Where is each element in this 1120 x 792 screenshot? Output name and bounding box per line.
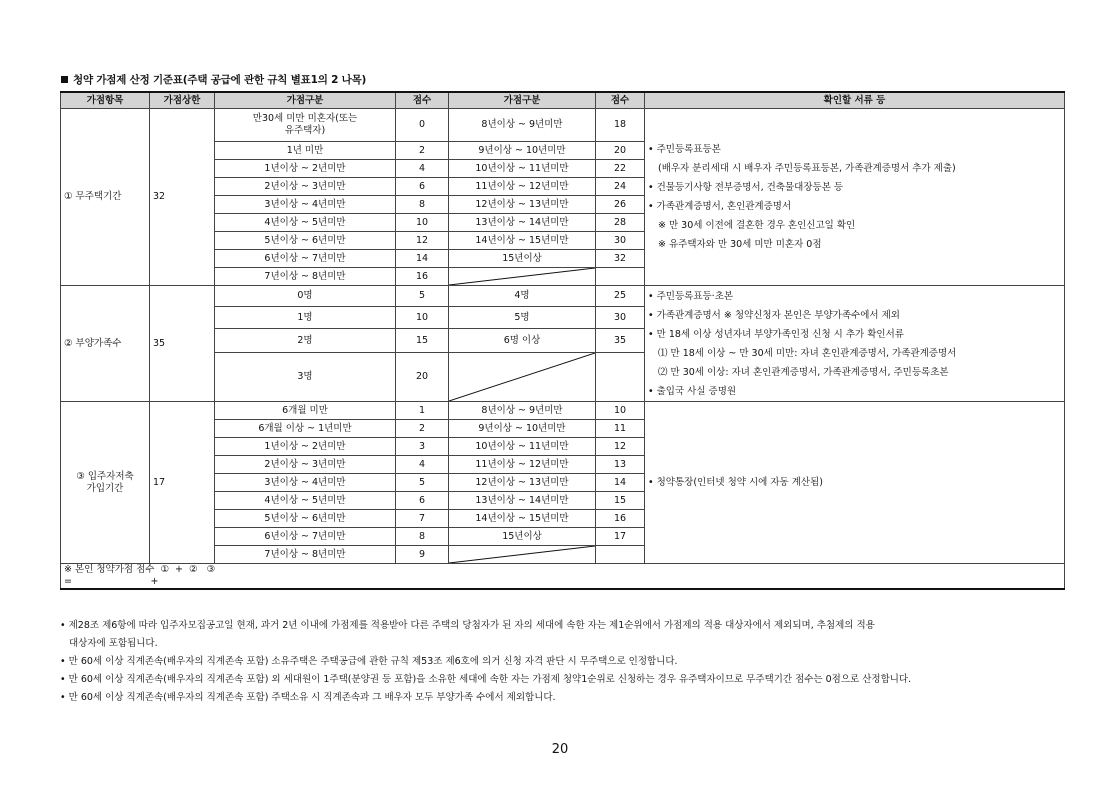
range-score: 20 [596,142,645,160]
required-documents [645,402,1065,564]
range-label: 6개월 이상 ~ 1년미만 [215,420,396,438]
document-item: • 출입국 사실 증명원 [648,385,737,397]
range-score: 10 [596,402,645,420]
range-score: 16 [596,510,645,528]
range-score: 1 [396,402,449,420]
header-category: 가점항목 [61,92,150,109]
document-item: ※ 유주택자와 만 30세 미만 미혼자 0점 [658,239,822,250]
document-item: (배우자 분리세대 시 배우자 주민등록표등본, 가족관계증명서 추가 제출) [658,163,956,174]
table-row [61,286,1065,307]
empty-score-cell [596,268,645,286]
category-name: ② 부양가족수 [61,286,150,402]
footnote: • 만 60세 이상 직계존속(배우자의 직계존속 포함) 소유주택은 주택공급에 관한 규칙 제53조 제6호에 의거 신청 자격 판단 시 무주택으로 인정합니다. [60,656,678,667]
document-list [648,473,1061,492]
document-item: ⑴ 만 18세 이상 ~ 만 30세 미만: 자녀 혼인관계증명서, 가족관계증명서 [658,347,957,359]
diagonal-line [449,546,595,563]
range-label: 1년이상 ~ 2년미만 [215,438,396,456]
range-label: 2년이상 ~ 3년미만 [215,178,396,196]
range-label: 13년이상 ~ 14년미만 [449,214,596,232]
header-range-left: 가점구분 [215,92,396,109]
document-item: • 가족관계증명서 ※ 청약신청자 본인은 부양가족수에서 제외 [648,309,900,321]
range-label: 15년이상 [449,528,596,546]
range-score: 9 [396,546,449,564]
range-label: 7년이상 ~ 8년미만 [215,546,396,564]
range-score: 18 [596,109,645,142]
range-score: 14 [396,250,449,268]
range-label: 4명 [449,286,596,307]
range-label: 12년이상 ~ 13년미만 [449,196,596,214]
range-label: 4년이상 ~ 5년미만 [215,492,396,510]
square-bullet-icon [61,76,68,83]
range-score: 4 [396,456,449,474]
range-score: 30 [596,307,645,329]
header-range-right: 가점구분 [449,92,596,109]
document-item: • 가족관계증명서, 혼인관계증명서 [648,201,792,212]
formula-row [61,564,1065,589]
document-item: ⑵ 만 30세 이상: 자녀 혼인관계증명서, 가족관계증명서, 주민등록초본 [658,366,949,378]
range-label: 8년이상 ~ 9년미만 [449,402,596,420]
range-label: 만30세 미만 미혼자(또는 유주택자) [215,109,396,142]
category-max-score: 17 [150,402,215,564]
range-label: 11년이상 ~ 12년미만 [449,456,596,474]
range-label: 1년 미만 [215,142,396,160]
range-label: 10년이상 ~ 11년미만 [449,160,596,178]
range-label: 14년이상 ~ 15년미만 [449,232,596,250]
range-label: 5년이상 ~ 6년미만 [215,510,396,528]
header-documents: 확인할 서류 등 [645,92,1065,109]
range-label: 3명 [215,353,396,402]
range-label: 10년이상 ~ 11년미만 [449,438,596,456]
range-score: 17 [596,528,645,546]
footnote-continuation: 대상자에 포함됩니다. [69,638,158,649]
range-score: 2 [396,142,449,160]
empty-score-cell [596,546,645,564]
document-item: • 건물등기사항 전부증명서, 건축물대장등본 등 [648,182,844,193]
range-label: 2명 [215,329,396,353]
range-label: 8년이상 ~ 9년미만 [449,109,596,142]
table-row [61,402,1065,420]
header-max: 가점상한 [150,92,215,109]
category-max-score: 35 [150,286,215,402]
range-score: 35 [596,329,645,353]
range-score: 22 [596,160,645,178]
range-label: 6명 이상 [449,329,596,353]
range-label: 15년이상 [449,250,596,268]
empty-score-cell [596,353,645,402]
range-label: 9년이상 ~ 10년미만 [449,420,596,438]
range-label: 6개월 미만 [215,402,396,420]
range-label: 11년이상 ~ 12년미만 [449,178,596,196]
range-score: 32 [596,250,645,268]
range-score: 10 [396,214,449,232]
range-label: 13년이상 ~ 14년미만 [449,492,596,510]
footnote: • 제28조 제6항에 따라 입주자모집공고일 현재, 과거 2년 이내에 가점제를 적용받아 다른 주택의 당첨자가 된 자의 세대에 속한 자는 제1순위에서 가점제의 적용 대상자에서 제외되며, 추첨제의 적용 [60,620,875,631]
category-name: ③ 입주자저축 가입기간 [61,402,150,564]
document-list [648,287,1061,401]
document-item: ※ 만 30세 이전에 결혼한 경우 혼인신고일 확인 [658,220,856,231]
range-score: 28 [596,214,645,232]
range-score: 6 [396,492,449,510]
footnote: • 만 60세 이상 직계존속(배우자의 직계존속 포함) 외 세대원이 1주택(분양권 등 포함)을 소유한 세대에 속한 자는 가점제 청약1순위로 신청하는 경우 유주택자이므로 무주택기간 점수는 0점으로 산정합니다. [60,674,912,685]
document-item: • 만 18세 이상 성년자녀 부양가족인정 신청 시 추가 확인서류 [648,328,904,340]
footnote: • 만 60세 이상 직계존속(배우자의 직계존속 포함) 주택소유 시 직계존속과 그 배우자 모두 부양가족 수에서 제외합니다. [60,692,556,703]
range-label: 0명 [215,286,396,307]
table-title [61,72,366,87]
empty-cell-with-diagonal [449,268,596,286]
document-item: • 주민등록표등본 [648,144,721,155]
range-score: 8 [396,196,449,214]
range-label: 7년이상 ~ 8년미만 [215,268,396,286]
document-item: • 주민등록표등·초본 [648,290,734,302]
table-header-row [61,92,1065,109]
range-label: 9년이상 ~ 10년미만 [449,142,596,160]
range-score: 24 [596,178,645,196]
range-score: 0 [396,109,449,142]
document-list [648,140,1061,254]
range-score: 12 [396,232,449,250]
range-label: 12년이상 ~ 13년미만 [449,474,596,492]
range-score: 4 [396,160,449,178]
range-label: 5년이상 ~ 6년미만 [215,232,396,250]
scoring-table [60,91,1065,590]
range-score: 20 [396,353,449,402]
range-label: 1년이상 ~ 2년미만 [215,160,396,178]
range-label: 3년이상 ~ 4년미만 [215,474,396,492]
range-label: 1명 [215,307,396,329]
table-title-text: 청약 가점제 산정 기준표(주택 공급에 관한 규칙 별표1의 2 나목) [73,74,367,86]
required-documents [645,286,1065,402]
required-documents [645,109,1065,286]
range-score: 25 [596,286,645,307]
range-score: 30 [596,232,645,250]
range-score: 10 [396,307,449,329]
category-max-score: 32 [150,109,215,286]
range-score: 5 [396,286,449,307]
range-score: 16 [396,268,449,286]
empty-cell-with-diagonal [449,353,596,402]
range-label: 2년이상 ~ 3년미만 [215,456,396,474]
range-score: 6 [396,178,449,196]
diagonal-line [449,353,595,401]
range-label: 5명 [449,307,596,329]
range-score: 11 [596,420,645,438]
range-score: 15 [396,329,449,353]
table-row [61,109,1065,142]
header-score-left: 점수 [396,92,449,109]
range-score: 3 [396,438,449,456]
document-item: • 청약통장(인터넷 청약 시에 자동 계산됨) [648,477,823,488]
page-number: 20 [551,742,569,757]
header-score-right: 점수 [596,92,645,109]
diagonal-line [449,268,595,285]
range-score: 15 [596,492,645,510]
range-label: 3년이상 ~ 4년미만 [215,196,396,214]
range-score: 14 [596,474,645,492]
range-label: 4년이상 ~ 5년미만 [215,214,396,232]
empty-cell-with-diagonal [449,546,596,564]
range-label: 6년이상 ~ 7년미만 [215,250,396,268]
range-score: 2 [396,420,449,438]
range-score: 26 [596,196,645,214]
range-score: 5 [396,474,449,492]
footnotes [60,617,1070,707]
range-score: 7 [396,510,449,528]
range-label: 6년이상 ~ 7년미만 [215,528,396,546]
category-name: ① 무주택기간 [61,109,150,286]
range-score: 13 [596,456,645,474]
score-formula: ※ 본인 청약가점 점수 ① + ② ③ = + [61,564,1065,589]
range-label: 14년이상 ~ 15년미만 [449,510,596,528]
range-score: 12 [596,438,645,456]
range-score: 8 [396,528,449,546]
